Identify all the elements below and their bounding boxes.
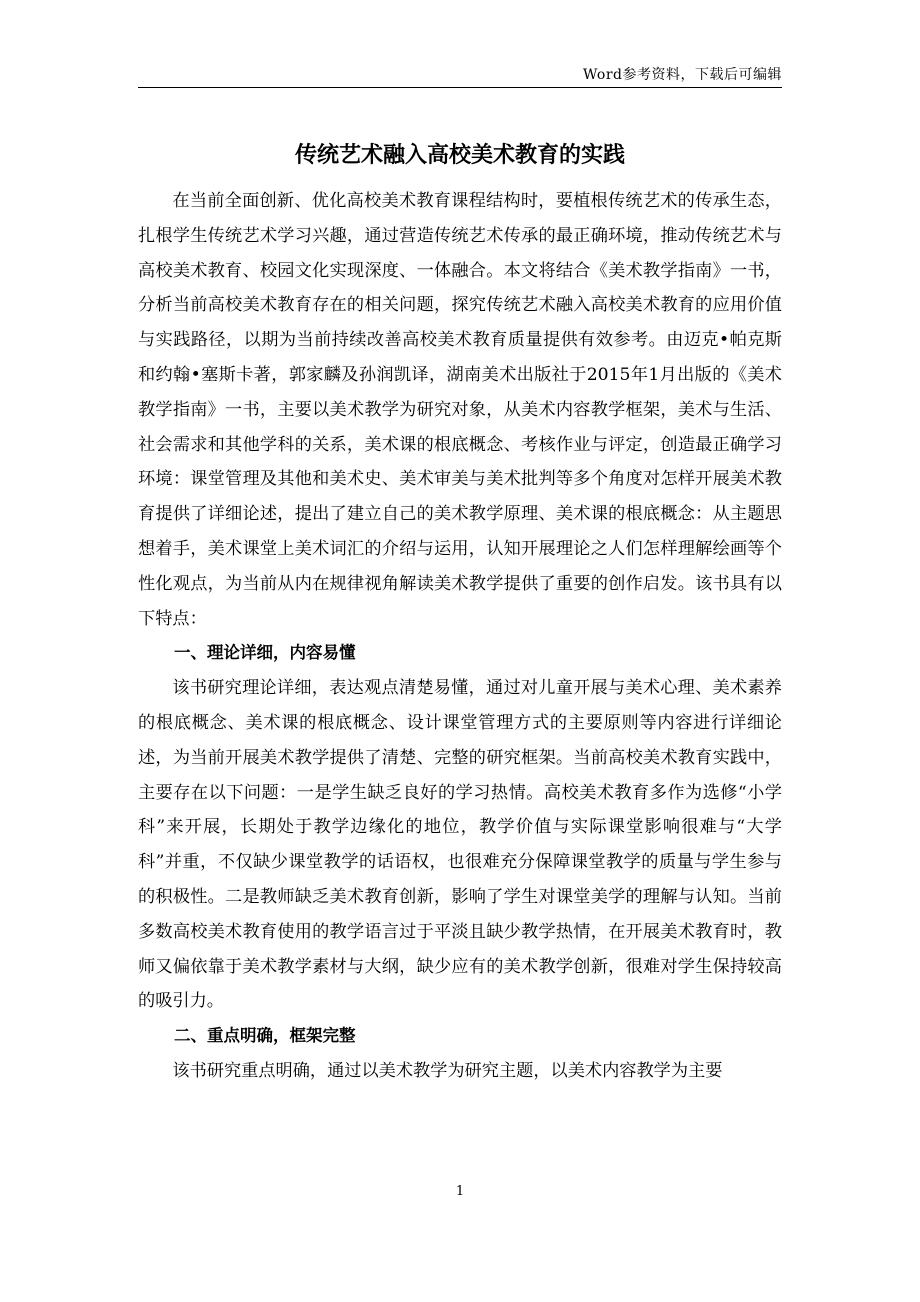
document-body: [138, 184, 782, 1089]
page-header-text: Word参考资料，下载后可编辑: [582, 67, 782, 83]
document-title: 传统艺术融入高校美术教育的实践: [294, 143, 625, 168]
section-heading: 二、重点明确，框架完整: [174, 1026, 356, 1046]
body-paragraph: 该书研究理论详细，表达观点清楚易懂，通过对儿童开展与美术心理、美术素养的根底概念、美术课的根底概念、设计课堂管理方式的主要原则等内容进行详细论述，为当前开展美术教学提供了清楚、完整的研究框架。当前高校美术教育实践中，主要存在以下问题：一是学生缺乏良好的学习热情。高校美术教育多作为选修“小学科”来开展，长期处于教学边缘化的地位，教学价值与实际课堂影响很难与“大学科”并重，不仅缺少课堂教学的话语权，也很难充分保障课堂教学的质量与学生参与的积极性。二是教师缺乏美术教育创新，影响了学生对课堂美学的理解与认知。当前多数高校美术教育使用的教学语言过于平淡且缺少教学热情，在开展美术教育时，教师又偏依靠于美术教学素材与大纲，缺少应有的美术教学创新，很难对学生保持较高的吸引力。: [138, 678, 782, 1012]
page-number: 1: [455, 1184, 465, 1199]
body-paragraph: 在当前全面创新、优化高校美术教育课程结构时，要植根传统艺术的传承生态，扎根学生传统艺术学习兴趣，通过营造传统艺术传承的最正确环境，推动传统艺术与高校美术教育、校园文化实现深度、一体融合。本文将结合《美术教学指南》一书，分析当前高校美术教育存在的相关问题，探究传统艺术融入高校美术教育的应用价值与实践路径，以期为当前持续改善高校美术教育质量提供有效参考。由迈克•帕克斯和约翰•塞斯卡著，郭家麟及孙润凯译，湖南美术出版社于2015年1月出版的《美术教学指南》一书，主要以美术教学为研究对象，从美术内容教学框架，美术与生活、社会需求和其他学科的关系，美术课的根底概念、考核作业与评定，创造最正确学习环境：课堂管理及其他和美术史、美术审美与美术批判等多个角度对怎样开展美术教育提供了详细论述，提出了建立自己的美术教学原理、美术课的根底概念：从主题思想着手，美术课堂上美术词汇的介绍与运用，认知开展理论之人们怎样理解绘画等个性化观点，为当前从内在规律视角解读美术教学提供了重要的创作启发。该书具有以下特点：: [138, 191, 782, 629]
header-divider: [138, 87, 782, 88]
body-paragraph: 该书研究重点明确，通过以美术教学为研究主题，以美术内容教学为主要: [172, 1060, 723, 1081]
section-heading: 一、理论详细，内容易懂: [174, 643, 356, 663]
